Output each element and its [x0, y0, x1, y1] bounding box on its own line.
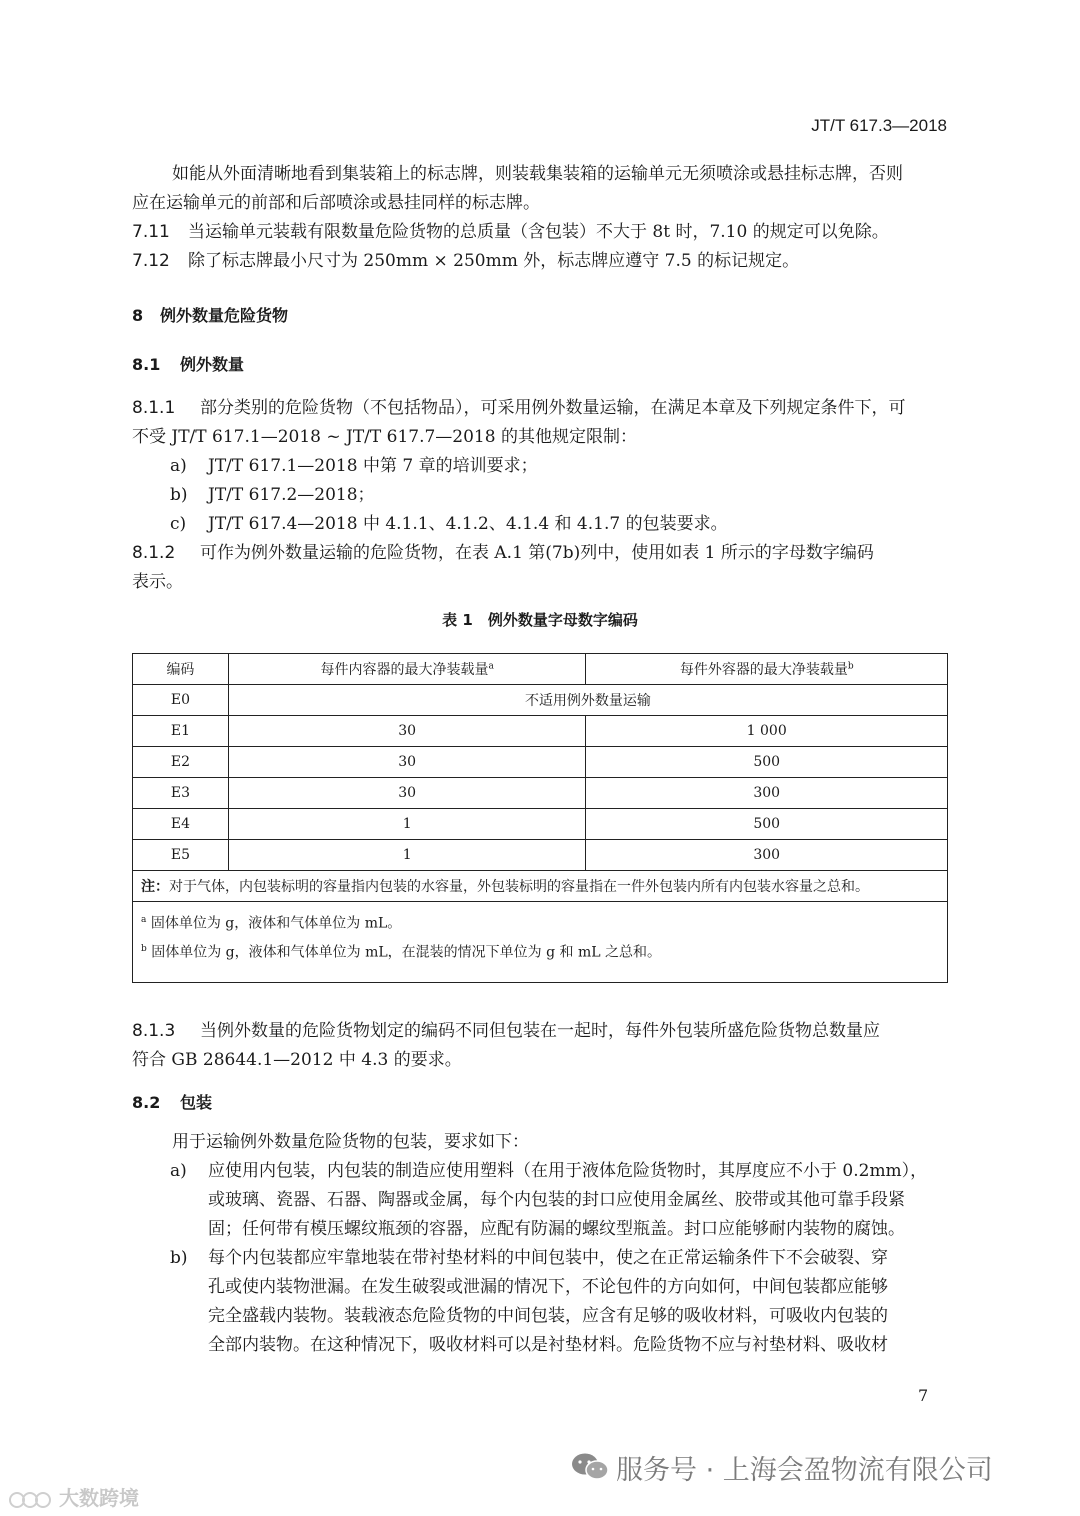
- list-marker: c): [170, 514, 187, 534]
- clause-text: 除了标志牌最小尺寸为 250mm × 250mm 外，标志牌应遵守 7.5 的标记规定。: [188, 251, 800, 271]
- clause-8-1-3: [132, 1017, 880, 1046]
- list-text-line: 全部内装物。在这种情况下，吸收材料可以是衬垫材料。危险货物不应与衬垫材料、吸收材: [208, 1335, 888, 1355]
- paragraph-line: 符合 GB 28644.1—2012 中 4.3 的要求。: [132, 1050, 462, 1070]
- section-heading-8-2: [132, 1088, 212, 1117]
- cell-inner: 1: [228, 840, 586, 871]
- watermark-left-text: 大数跨境: [58, 1486, 139, 1510]
- heading-title: 例外数量危险货物: [160, 306, 289, 325]
- header-code: 编码: [133, 654, 229, 685]
- note-text: 对于气体，内包装标明的容量指内包装的水容量，外包装标明的容量指在一件外包装内所有内包装水容量之总和。: [169, 879, 869, 895]
- clause-number: 7.12: [132, 251, 170, 271]
- paragraph-line: 如能从外面清晰地看到集装箱上的标志牌，则装载集装箱的运输单元无须喷涂或悬挂标志牌，否则: [172, 164, 903, 184]
- watermark-left: [8, 1482, 139, 1511]
- table-caption: 表 1 例外数量字母数字编码: [442, 611, 638, 629]
- list-item: [170, 452, 538, 481]
- cell-code: E1: [133, 716, 229, 747]
- paragraph-line: 不受 JT/T 617.1—2018 ~ JT/T 617.7—2018 的其他规定限制：: [132, 427, 637, 447]
- list-item: [170, 1244, 888, 1273]
- table-row: [133, 840, 948, 871]
- heading-number: 8: [132, 306, 144, 325]
- cell-outer: 300: [586, 840, 948, 871]
- watermark-logo-icon: [8, 1489, 52, 1511]
- clause-number: 8.1.3: [132, 1021, 176, 1041]
- clause-7-12: [132, 247, 799, 276]
- cell-outer: 300: [586, 778, 948, 809]
- cell-outer: 500: [586, 747, 948, 778]
- cell-inner: 30: [228, 747, 586, 778]
- cell-inner: 30: [228, 778, 586, 809]
- standard-number-header: JT/T 617.3—2018: [811, 116, 947, 135]
- clause-text: 当例外数量的危险货物划定的编码不同但包装在一起时，每件外包装所盛危险货物总数量应: [200, 1021, 880, 1041]
- heading-title: 例外数量: [180, 355, 245, 374]
- list-text-line: 固；任何带有模压螺纹瓶颈的容器，应配有防漏的螺纹型瓶盖。封口应能够耐内装物的腐蚀。: [208, 1219, 905, 1239]
- cell-code: E3: [133, 778, 229, 809]
- exception-quantity-table: [132, 653, 948, 983]
- cell-merged: 不适用例外数量运输: [228, 685, 947, 716]
- cell-code: E2: [133, 747, 229, 778]
- note-label: 注：: [141, 879, 169, 895]
- clause-text: 当运输单元装载有限数量危险货物的总质量（含包装）不大于 8t 时，7.10 的规定可以免除。: [188, 222, 889, 242]
- clause-8-1-1: [132, 394, 906, 423]
- clause-8-1-2: [132, 539, 874, 568]
- cell-outer: 1 000: [586, 716, 948, 747]
- clause-text: 部分类别的危险货物（不包括物品），可采用例外数量运输，在满足本章及下列规定条件下，可: [200, 398, 906, 418]
- footnote-a: $^a$ 固体单位为 g，液体和气体单位为 mL。: [141, 915, 402, 932]
- list-text: JT/T 617.4—2018 中 4.1.1、4.1.2、4.1.4 和 4.1.7 的包装要求。: [208, 514, 728, 534]
- list-text: JT/T 617.1—2018 中第 7 章的培训要求；: [208, 456, 538, 476]
- clause-text: 可作为例外数量运输的危险货物，在表 A.1 第(7b)列中，使用如表 1 所示的字母数字编码: [200, 543, 874, 563]
- list-text-line: 或玻璃、瓷器、石器、陶器或金属，每个内包装的封口应使用金属丝、胶带或其他可靠手段紧: [208, 1190, 905, 1210]
- heading-number: 8.1: [132, 355, 161, 374]
- table-note: [133, 871, 948, 902]
- list-text-line: 完全盛载内装物。装载液态危险货物的中间包装，应含有足够的吸收材料，可吸收内包装的: [208, 1306, 888, 1326]
- heading-number: 8.2: [132, 1093, 161, 1112]
- watermark-right-text: 服务号 · 上海会盈物流有限公司: [616, 1455, 993, 1486]
- cell-code: E5: [133, 840, 229, 871]
- clause-7-11: [132, 218, 889, 247]
- table-row: [133, 716, 948, 747]
- table-row: [133, 747, 948, 778]
- clause-number: 7.11: [132, 222, 170, 242]
- list-marker: b): [170, 485, 188, 505]
- clause-number: 8.1.1: [132, 398, 176, 418]
- list-marker: b): [170, 1248, 188, 1268]
- table-footnotes: [133, 902, 948, 983]
- wechat-icon: [570, 1451, 610, 1483]
- heading-title: 包装: [180, 1093, 213, 1112]
- list-text: JT/T 617.2—2018；: [208, 485, 375, 505]
- paragraph-line: 表示。: [132, 572, 183, 592]
- list-marker: a): [170, 456, 187, 476]
- header-outer: 每件外容器的最大净装载量$^b$: [586, 654, 948, 685]
- paragraph-line: 用于运输例外数量危险货物的包装，要求如下：: [172, 1132, 529, 1152]
- cell-code: E4: [133, 809, 229, 840]
- table-footnote-row: [133, 902, 948, 983]
- clause-number: 8.1.2: [132, 543, 176, 563]
- paragraph-line: 应在运输单元的前部和后部喷涂或悬挂同样的标志牌。: [132, 193, 540, 213]
- table-row: [133, 778, 948, 809]
- list-text: 应使用内包装，内包装的制造应使用塑料（在用于液体危险货物时，其厚度应不小于 0.2mm），: [208, 1161, 928, 1181]
- cell-inner: 1: [228, 809, 586, 840]
- table-note-row: [133, 871, 948, 902]
- table-row: [133, 809, 948, 840]
- table-row: [133, 685, 948, 716]
- list-item: [170, 481, 375, 510]
- list-item: [170, 510, 728, 539]
- list-text: 每个内包装都应牢靠地装在带衬垫材料的中间包装中，使之在正常运输条件下不会破裂、穿: [208, 1248, 888, 1268]
- watermark-right: [570, 1448, 993, 1487]
- cell-outer: 500: [586, 809, 948, 840]
- footnote-b: $^b$ 固体单位为 g，液体和气体单位为 mL，在混装的情况下单位为 g 和 mL 之总和。: [141, 943, 661, 961]
- list-text-line: 孔或使内装物泄漏。在发生破裂或泄漏的情况下，不论包件的方向如何，中间包装都应能够: [208, 1277, 888, 1297]
- table-header-row: [133, 654, 948, 685]
- cell-inner: 30: [228, 716, 586, 747]
- list-item: [170, 1157, 927, 1186]
- section-heading-8-1: [132, 350, 244, 379]
- page-number: 7: [918, 1386, 929, 1405]
- section-heading-8: [132, 301, 288, 330]
- cell-code: E0: [133, 685, 229, 716]
- header-inner: 每件内容器的最大净装载量$^a$: [228, 654, 586, 685]
- list-marker: a): [170, 1161, 187, 1181]
